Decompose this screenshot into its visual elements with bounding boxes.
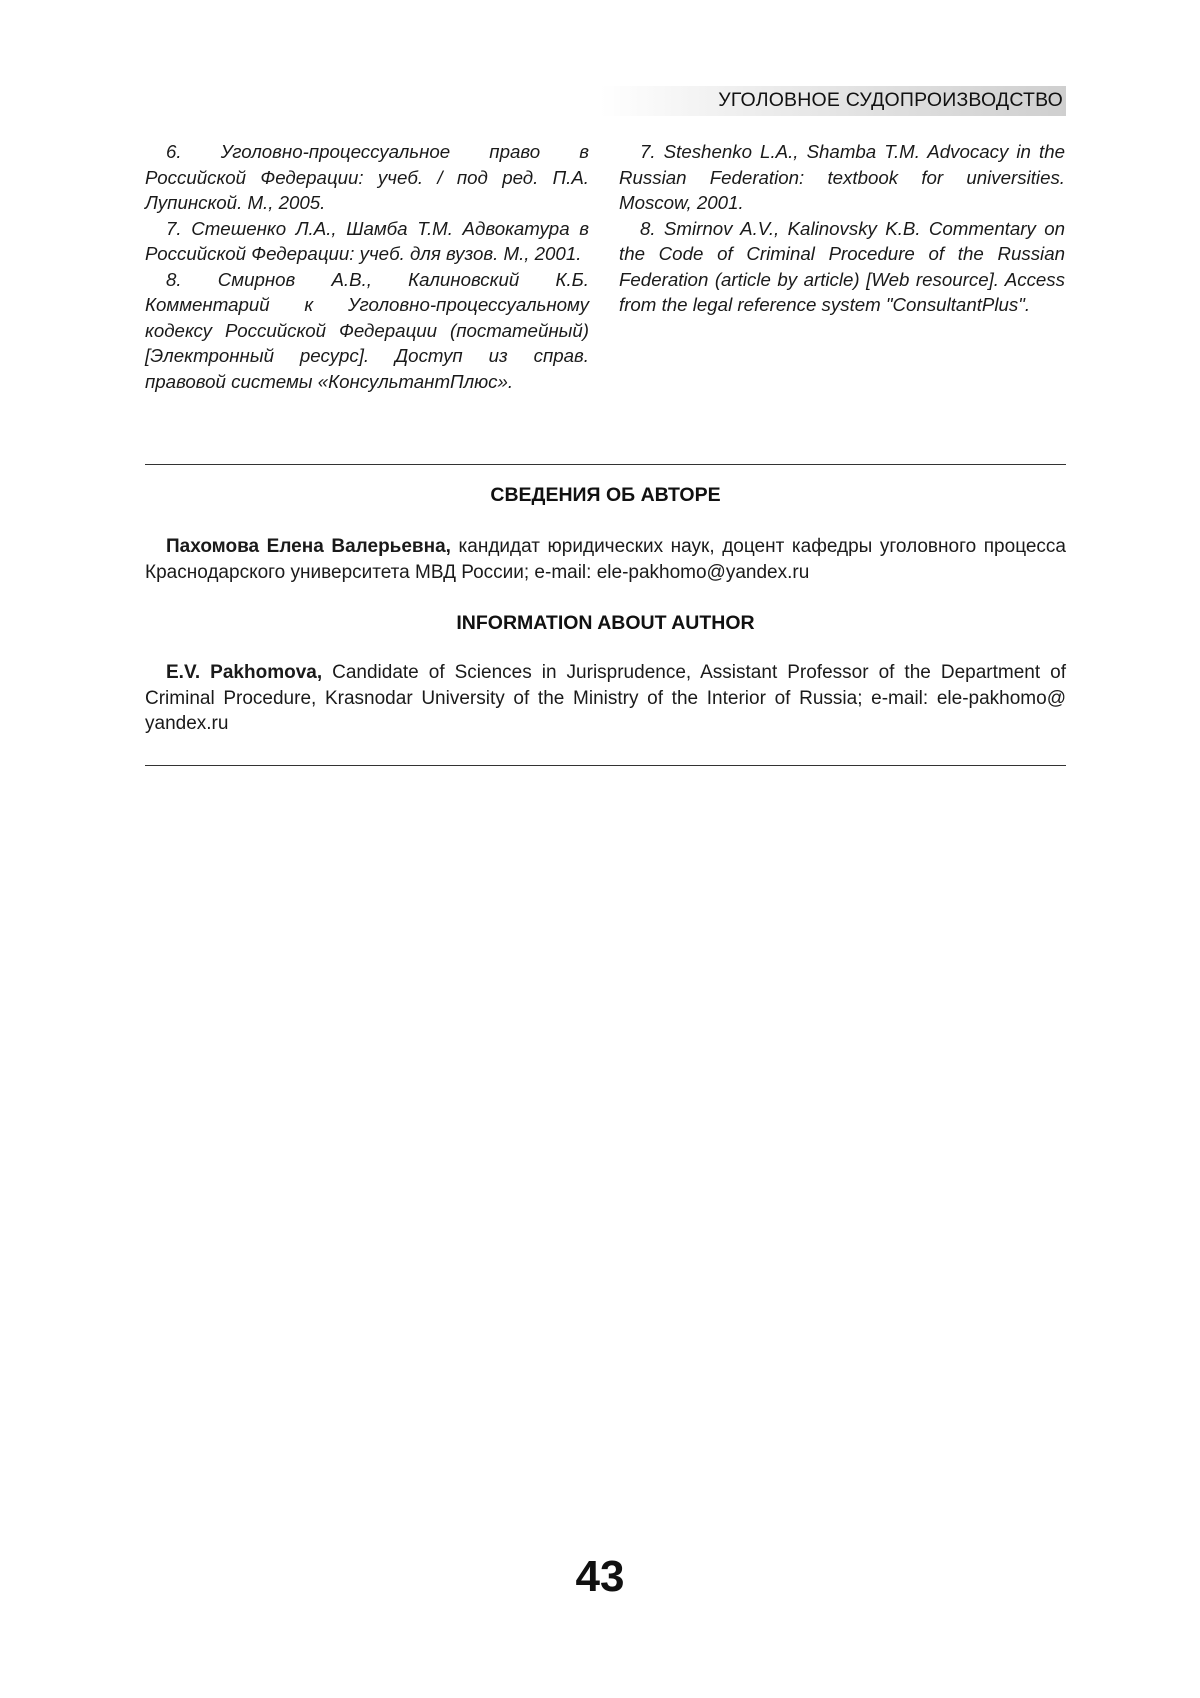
- reference-item: 8. Smirnov A.V., Kalinovsky K.B. Commentary on the Code of Criminal Procedure of the Russian Federation (article by article) [Web resource]. Access from the legal reference system "ConsultantPlus".: [619, 217, 1065, 315]
- divider: [145, 765, 1066, 766]
- references-english: [619, 139, 1065, 318]
- author-details-en: Candidate of Sciences in Jurisprudence, Assistant Professor of the Department of Criminal Procedure, Krasnodar University of the Ministry of the Interior of Russia; e-mail: ele-pakhomo@ yandex.ru: [145, 662, 1066, 734]
- author-heading-en: INFORMATION ABOUT AUTHOR: [456, 612, 755, 634]
- reference-item: 7. Steshenko L.A., Shamba T.M. Advocacy in the Russian Federation: textbook for universities. Moscow, 2001.: [619, 141, 1065, 213]
- author-heading-ru: СВЕДЕНИЯ ОБ АВТОРЕ: [490, 484, 721, 506]
- reference-item: 7. Стешенко Л.А., Шамба Т.М. Адвокатура в Российской Федерации: учеб. для вузов. М., 2001.: [145, 217, 589, 264]
- running-title: УГОЛОВНОЕ СУДОПРОИЗВОДСТВО: [718, 89, 1063, 111]
- reference-item: 6. Уголовно-процессуальное право в Российской Федерации: учеб. / под ред. П.А. Лупинской. М., 2005.: [145, 141, 589, 213]
- author-info-en: [145, 660, 1066, 737]
- author-name-en: E.V. Pakhomova,: [166, 662, 323, 683]
- author-details-ru: кандидат юридических наук, доцент кафедры уголовного процесса Краснодарского университета МВД России; e-mail: ele-pakhomo@yandex.ru: [145, 536, 1066, 583]
- author-info-ru: [145, 534, 1066, 585]
- author-name-ru: Пахомова Елена Валерьевна,: [166, 536, 451, 557]
- divider: [145, 464, 1066, 465]
- page-number: 43: [575, 1552, 625, 1601]
- reference-item: 8. Смирнов А.В., Калиновский К.Б. Комментарий к Уголовно-процессуальному кодексу Российской Федерации (постатейный) [Электронный ресурс]. Доступ из справ. правовой системы «КонсультантПлюс».: [145, 268, 589, 392]
- references-russian: [145, 139, 589, 394]
